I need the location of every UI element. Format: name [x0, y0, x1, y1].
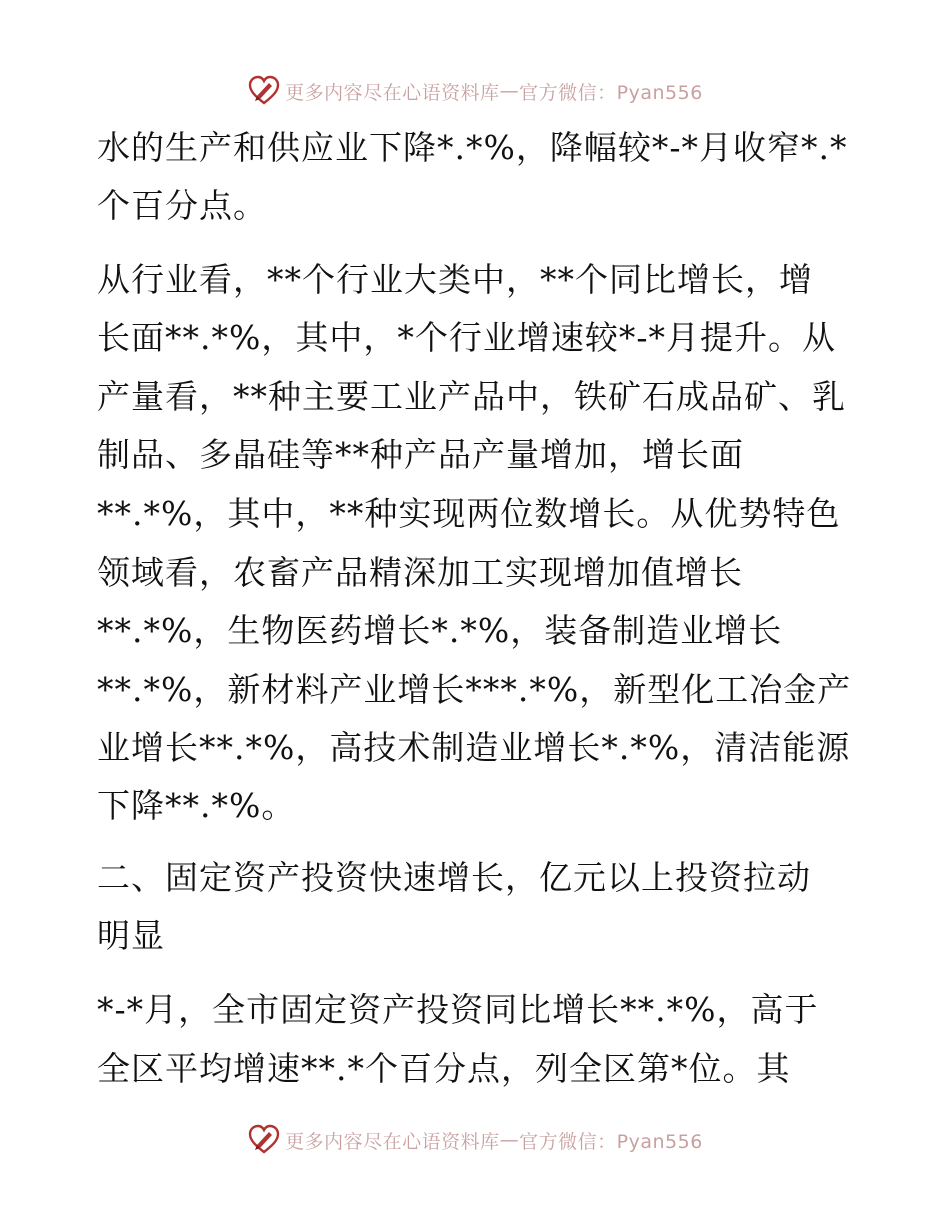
heart-pen-logo-icon: [247, 74, 281, 108]
text-line: 领域看，农畜产品精深加工实现增加值增长: [97, 553, 743, 592]
text-line: **.*%，生物医药增长*.*%，装备制造业增长: [97, 611, 783, 650]
watermark-footer: [0, 1120, 950, 1160]
watermark-brand: 更多内容尽在心语资料库: [285, 1130, 500, 1153]
watermark-contact: 官方微信：Pyan556: [519, 1130, 703, 1153]
text-line: 长面**.*%，其中，*个行业增速较*-*月提升。从: [97, 318, 836, 357]
watermark-contact: 官方微信：Pyan556: [519, 81, 703, 104]
text-line: 全区平均增速**.*个百分点，列全区第*位。其: [97, 1049, 791, 1088]
text-line: 个百分点。: [97, 186, 267, 225]
text-line: 下降**.*%。: [97, 786, 296, 825]
text-line: 业增长**.*%，高技术制造业增长*.*%，清洁能源: [97, 728, 851, 767]
text-line: *-*月，全市固定资产投资同比增长**.*%，高于: [97, 990, 819, 1029]
text-line: **.*%，新材料产业增长***.*%，新型化工冶金产: [97, 670, 852, 709]
section-heading: 二、固定资产投资快速增长，亿元以上投资拉动: [97, 858, 811, 897]
watermark-separator: —: [499, 1129, 520, 1151]
heart-pen-logo-icon: [247, 1123, 281, 1157]
watermark-brand: 更多内容尽在心语资料库: [285, 81, 500, 104]
text-line: 产量看，**种主要工业产品中，铁矿石成品矿、乳: [97, 377, 846, 416]
text-line: 制品、多晶硅等**种产品产量增加，增长面: [97, 435, 744, 474]
text-line: 水的生产和供应业下降*.*%，降幅较*-*月收窄*.*: [97, 128, 848, 167]
text-line: 明显: [97, 916, 165, 955]
text-line: 从行业看，**个行业大类中，**个同比增长，增: [97, 260, 813, 299]
watermark-header: [0, 71, 950, 111]
watermark-separator: —: [499, 80, 520, 102]
text-line: **.*%，其中，**种实现两位数增长。从优势特色: [97, 494, 841, 533]
